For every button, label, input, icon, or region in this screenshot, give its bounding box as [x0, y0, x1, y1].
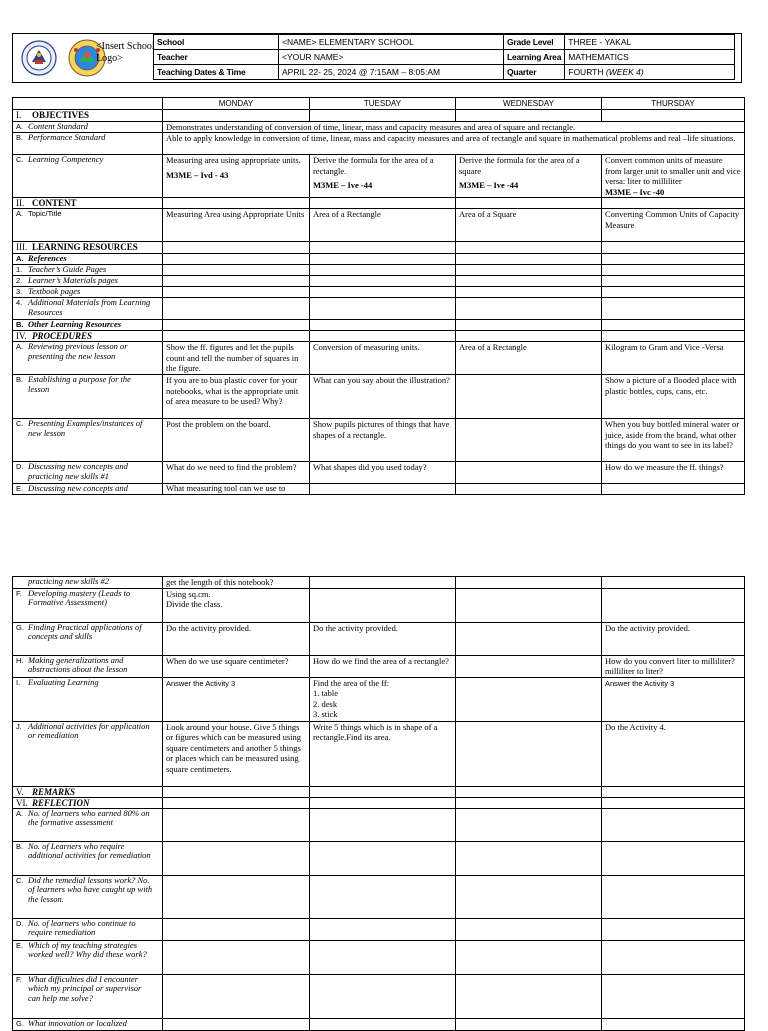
learning-competency-row	[13, 155, 745, 198]
procedure-f-label: F. Developing mastery (Leads to Formative Assessment)	[13, 588, 163, 622]
quarter-value	[565, 65, 735, 80]
reflection-g-row	[13, 1018, 745, 1030]
topic-thursday: Converting Common Units of Capacity Measure	[602, 209, 745, 242]
procedure-i-wednesday	[456, 677, 602, 721]
objectives-heading: I. OBJECTIVES	[13, 110, 163, 122]
teacher-label: Teacher	[154, 50, 279, 65]
procedure-g-tuesday: Do the activity provided.	[310, 622, 456, 655]
procedure-g-wednesday	[456, 622, 602, 655]
procedure-e-label-bottom: practicing new skills #2	[13, 577, 163, 589]
content-heading: II. CONTENT	[13, 198, 163, 209]
procedure-j-row	[13, 721, 745, 786]
content-standard-text: Demonstrates understanding of conversion of time, linear, mass and capacity measures and area of square and rectangle.	[163, 122, 745, 133]
deped-seal-icon	[21, 40, 57, 76]
objectives-section-row	[13, 110, 745, 122]
learning-area-label: Learning Area	[504, 50, 565, 65]
header-block	[12, 33, 742, 83]
teacher-value: <YOUR NAME>	[279, 50, 504, 65]
topic-row	[13, 209, 745, 242]
quarter-label: Quarter	[504, 65, 565, 80]
reflection-b-label: B. No. of Learners who require additional activities for remediation	[13, 841, 163, 875]
procedure-b-label: B. Establishing a purpose for the lesson	[13, 375, 163, 419]
procedure-e-row-bottom	[13, 577, 745, 589]
procedure-i-thursday: Answer the Activity 3	[602, 677, 745, 721]
procedure-c-row	[13, 419, 745, 462]
header-info-table	[153, 34, 735, 80]
procedure-g-label: G. Finding Practical applications of concepts and skills	[13, 622, 163, 655]
other-resources-label: B. Other Learning Resources	[13, 320, 163, 331]
resources-heading: III. LEARNING RESOURCES	[13, 242, 163, 254]
procedure-d-label: D. Discussing new concepts and practicing new skills #1	[13, 462, 163, 484]
procedure-a-wednesday: Area of a Rectangle	[456, 342, 602, 375]
procedure-h-label: H. Making generalizations and abstractions about the lesson	[13, 655, 163, 677]
procedure-g-thursday: Do the activity provided.	[602, 622, 745, 655]
procedure-e-monday-top: What measuring tool can we use to	[163, 484, 310, 495]
procedure-e-monday-bottom: get the length of this notebook?	[163, 577, 310, 589]
procedure-j-tuesday: Write 5 things which is in shape of a rectangle.Find its area.	[310, 721, 456, 786]
lesson-log-table-page-2	[12, 576, 745, 1031]
procedure-j-label: J. Additional activities for application or remediation	[13, 721, 163, 786]
resources-section-row	[13, 242, 745, 254]
competency-wednesday: Derive the formula for the area of a square M3ME – Ive -44	[456, 155, 602, 198]
procedure-j-thursday: Do the Activity 4.	[602, 721, 745, 786]
performance-standard-text: Able to apply knowledge in conversion of time, linear, mass and capacity measures and area of rectangle and square in mathematical problems and real –life situations.	[163, 133, 745, 155]
evaluation-item: 3. stick	[313, 709, 338, 719]
reflection-e-label: E. Which of my teaching strategies worked well? Why did these work?	[13, 940, 163, 974]
reflection-f-row	[13, 974, 745, 1018]
procedures-section-row	[13, 331, 745, 342]
reflection-e-row	[13, 940, 745, 974]
learning-area-value: MATHEMATICS	[565, 50, 735, 65]
day-header-row	[13, 98, 745, 110]
reflection-d-label: D. No. of learners who continue to require remediation	[13, 918, 163, 940]
procedure-f-row	[13, 588, 745, 622]
reflection-heading: VI. REFLECTION	[13, 797, 163, 808]
procedure-g-row	[13, 622, 745, 655]
procedure-c-label: C. Presenting Examples/instances of new lesson	[13, 419, 163, 462]
procedure-h-row	[13, 655, 745, 677]
procedure-c-tuesday: Show pupils pictures of things that have shapes of a rectangle.	[310, 419, 456, 462]
teaching-dates-label: Teaching Dates & Time	[154, 65, 279, 80]
evaluation-item: 2. desk	[313, 698, 338, 709]
procedure-d-wednesday	[456, 462, 602, 484]
topic-label: A. Topic/Title	[13, 209, 163, 242]
teachers-guide-label: 1. Teacher’s Guide Pages	[13, 265, 163, 276]
procedure-d-tuesday: What shapes did you used today?	[310, 462, 456, 484]
procedure-j-monday: Look around your house. Give 5 things or figures which can be measured using square centimeters and another 5 things or places which can be measured using square centimeters.	[163, 721, 310, 786]
topic-tuesday: Area of a Rectangle	[310, 209, 456, 242]
school-value: <NAME> ELEMENTARY SCHOOL	[279, 35, 504, 50]
content-section-row	[13, 198, 745, 209]
day-header-thursday: THURSDAY	[602, 98, 745, 110]
procedure-a-thursday: Kilogram to Gram and Vice -Versa	[602, 342, 745, 375]
procedure-j-wednesday	[456, 721, 602, 786]
reflection-c-row	[13, 875, 745, 918]
procedure-i-label: I. Evaluating Learning	[13, 677, 163, 721]
quarter-text: FOURTH	[568, 67, 604, 77]
procedure-c-wednesday	[456, 419, 602, 462]
procedure-b-tuesday: What can you say about the illustration?	[310, 375, 456, 419]
topic-monday: Measuring Area using Appropriate Units	[163, 209, 310, 242]
reflection-section-row	[13, 797, 745, 808]
reflection-c-label: C. Did the remedial lessons work? No. of learners who have caught up with the lesson.	[13, 875, 163, 918]
procedure-i-row	[13, 677, 745, 721]
procedure-b-thursday: Show a picture of a flooded place with plastic bottles, cups, cans, etc.	[602, 375, 745, 419]
logo-placeholder: <Insert School Logo>	[96, 41, 155, 64]
procedure-c-thursday: When you buy bottled mineral water or juice, aside from the brand, what other things do you want to see in its label?	[602, 419, 745, 462]
day-header-monday: MONDAY	[163, 98, 310, 110]
reflection-g-label: G. What innovation or localized	[13, 1018, 163, 1030]
reflection-d-row	[13, 918, 745, 940]
blank-header-cell	[13, 98, 163, 110]
procedure-h-monday: When do we use square centimeter?	[163, 655, 310, 677]
procedure-a-tuesday: Conversion of measuring units.	[310, 342, 456, 375]
procedure-a-monday: Show the ff. figures and let the pupils count and tell the number of squares in the figure.	[163, 342, 310, 375]
learning-competency-label: C. Learning Competency	[13, 155, 163, 198]
procedure-b-wednesday	[456, 375, 602, 419]
competency-monday: Measuring area using appropriate units. M3ME – Ivd - 43	[163, 155, 310, 198]
procedures-heading: IV. PROCEDURES	[13, 331, 163, 342]
competency-tuesday: Derive the formula for the area of a rectangle. M3ME – Ive -44	[310, 155, 456, 198]
day-header-wednesday: WEDNESDAY	[456, 98, 602, 110]
other-resources-row	[13, 320, 745, 331]
additional-materials-row	[13, 298, 745, 320]
reflection-b-row	[13, 841, 745, 875]
textbook-pages-label: 3. Textbook pages	[13, 287, 163, 298]
performance-standard-label: B. Performance Standard	[13, 133, 163, 155]
procedure-g-monday: Do the activity provided.	[163, 622, 310, 655]
references-label: A. References	[13, 254, 163, 265]
procedure-d-row	[13, 462, 745, 484]
procedure-f-monday: Using sq.cm. Divide the class.	[163, 588, 310, 622]
grade-level-label: Grade Level	[504, 35, 565, 50]
procedure-e-label-top: E. Discussing new concepts and	[13, 484, 163, 495]
evaluation-item: 1. table	[313, 688, 339, 698]
references-row	[13, 254, 745, 265]
remarks-heading: V. REMARKS	[13, 786, 163, 797]
procedure-h-wednesday	[456, 655, 602, 677]
content-standard-row	[13, 122, 745, 133]
reflection-a-label: A. No. of learners who earned 80% on the formative assessment	[13, 808, 163, 841]
procedure-a-label: A. Reviewing previous lesson or presenting the new lesson	[13, 342, 163, 375]
lesson-log-table-page-1	[12, 97, 745, 495]
reflection-a-row	[13, 808, 745, 841]
topic-wednesday: Area of a Square	[456, 209, 602, 242]
content-standard-label: A. Content Standard	[13, 122, 163, 133]
procedure-h-tuesday: How do we find the area of a rectangle?	[310, 655, 456, 677]
learners-materials-label: 2. Learner’s Materials pages	[13, 276, 163, 287]
procedure-b-row	[13, 375, 745, 419]
performance-standard-row	[13, 133, 745, 155]
learners-materials-row	[13, 276, 745, 287]
additional-materials-label: 4. Additional Materials from Learning Resources	[13, 298, 163, 320]
remarks-section-row	[13, 786, 745, 797]
reflection-f-label: F. What difficulties did I encounter which my principal or supervisor can help me solve?	[13, 974, 163, 1018]
procedure-c-monday: Post the problem on the board.	[163, 419, 310, 462]
teaching-dates-value: APRIL 22- 25, 2024 @ 7:15AM – 8:05:AM	[279, 65, 504, 80]
day-header-tuesday: TUESDAY	[310, 98, 456, 110]
grade-level-value: THREE - YAKAL	[565, 35, 735, 50]
textbook-pages-row	[13, 287, 745, 298]
procedure-d-monday: What do we need to find the problem?	[163, 462, 310, 484]
procedure-b-monday: If you are to bua plastic cover for your notebooks, what is the appropriate unit of area measure to be used? Why?	[163, 375, 310, 419]
procedure-d-thursday: How do we measure the ff. things?	[602, 462, 745, 484]
school-label: School	[154, 35, 279, 50]
quarter-week: (WEEK 4)	[605, 67, 644, 77]
competency-thursday: Convert common units of measure from larger unit to smaller unit and vice versa: liter to milliliter M3ME – Ivc -40	[602, 155, 745, 198]
procedure-i-monday: Answer the Activity 3	[163, 677, 310, 721]
procedure-e-row-top	[13, 484, 745, 495]
procedure-h-thursday: How do you convert liter to milliliter? milliliter to liter?	[602, 655, 745, 677]
teachers-guide-row	[13, 265, 745, 276]
procedure-a-row	[13, 342, 745, 375]
procedure-i-tuesday: Find the area of the ff: 1. table 2. desk 3. stick	[310, 677, 456, 721]
